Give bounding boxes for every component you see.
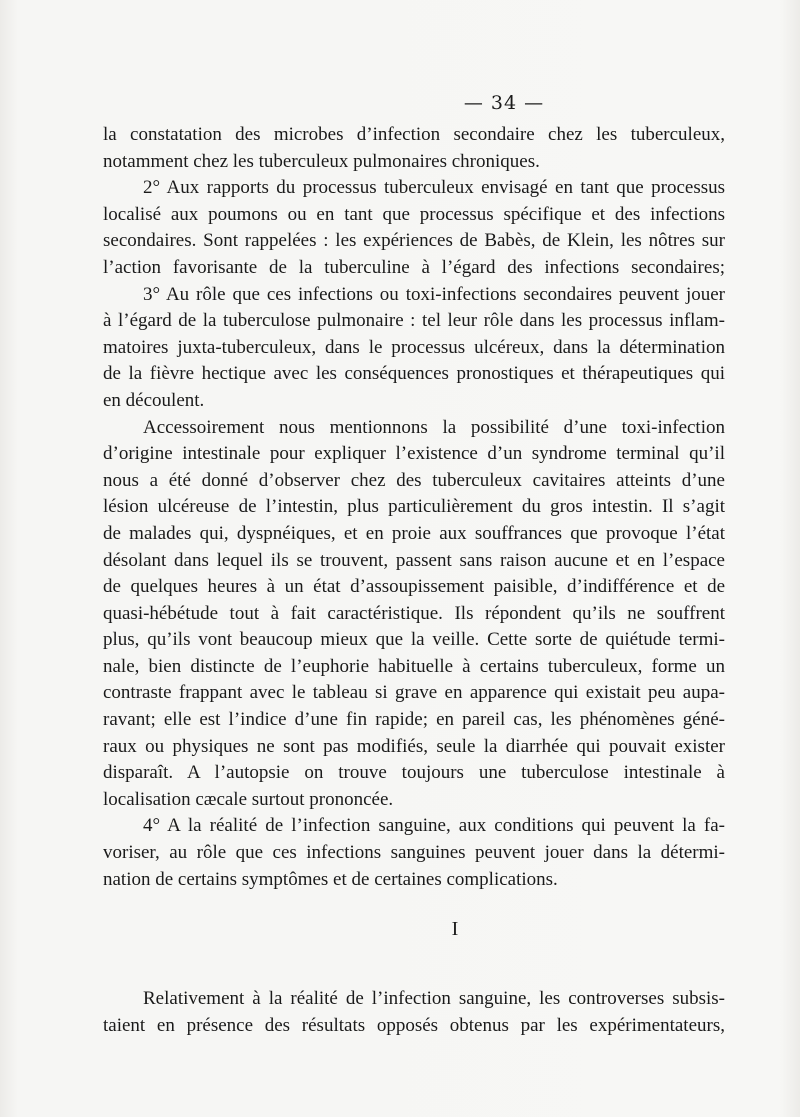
text-line: lésion ulcéreuse de l’intestin, plus particulièrement du gros intestin. Il s’agit [103,496,725,518]
text-line: matoires juxta-tuberculeux, dans le processus ulcéreux, dans la détermination [103,336,725,358]
text-line: Relativement à la réalité de l’infection sanguine, les controverses subsis- [143,988,725,1009]
text-line: secondaires. Sont rappelées : les expériences de Babès, de Klein, les nôtres sur [103,230,725,252]
text-line: disparaît. A l’autopsie on trouve toujours une tuberculose intestinale à [103,762,725,784]
body-text [103,122,725,893]
text-line: à l’égard de la tuberculose pulmonaire : tel leur rôle dans les processus inflam- [103,310,725,332]
text-line: l’action favorisante de la tuberculine à l’égard des infections secondaires; [103,256,725,278]
text-line: quasi-hébétude tout à fait caractéristique. Ils répondent qu’ils ne souffrent [103,602,725,624]
text-line: de la fièvre hectique avec les conséquences pronostiques et thérapeutiques qui [103,363,725,385]
page-number: — 34 — [463,92,545,114]
text-line: de malades qui, dyspnéiques, et en proie aux souffrances que provoque l’état [103,522,725,544]
text-line: 3° Au rôle que ces infections ou toxi-infections secondaires peuvent jouer [143,283,725,305]
text-line: notamment chez les tuberculeux pulmonaires chroniques. [103,150,540,172]
text-line: localisé aux poumons ou en tant que processus spécifique et des infections [103,203,725,225]
section-number: I [451,918,459,940]
text-line: nation de certains symptômes et de certaines complications. [103,868,558,890]
text-line: voriser, au rôle que ces infections sanguines peuvent jouer dans la détermi- [103,842,725,864]
text-line: d’origine intestinale pour expliquer l’existence d’un syndrome terminal qu’il [103,443,725,465]
text-line: en découlent. [103,389,205,411]
body-text-continuation [103,985,725,1038]
text-line: contraste frappant avec le tableau si grave en apparence qui existait peu aupa- [103,682,725,704]
text-line: nale, bien distincte de l’euphorie habituelle à certains tuberculeux, forme un [103,655,725,677]
text-line: 2° Aux rapports du processus tuberculeux envisagé en tant que processus [143,177,725,199]
text-line: la constatation des microbes d’infection secondaire chez les tuberculeux, [103,124,725,145]
text-line: 4° A la réalité de l’infection sanguine, aux conditions qui peuvent la fa- [143,815,725,837]
text-line: Accessoirement nous mentionnons la possibilité d’une toxi-infection [143,416,725,438]
text-line: raux ou physiques ne sont pas modifiés, seule la diarrhée qui pouvait exister [103,735,725,757]
text-line: de quelques heures à un état d’assoupissement paisible, d’indifférence et de [103,576,725,598]
text-line: ravant; elle est l’indice d’une fin rapide; en pareil cas, les phénomènes géné- [103,709,725,731]
text-line: plus, qu’ils vont beaucoup mieux que la veille. Cette sorte de quiétude termi- [103,629,725,651]
text-line: nous a été donné d’observer chez des tuberculeux cavitaires atteints d’une [103,469,725,491]
text-line: taient en présence des résultats opposés obtenus par les expérimentateurs, [103,1014,725,1036]
text-line: localisation cæcale surtout prononcée. [103,788,394,810]
text-line: désolant dans lequel ils se trouvent, passent sans raison aucune et en l’espace [103,549,725,571]
